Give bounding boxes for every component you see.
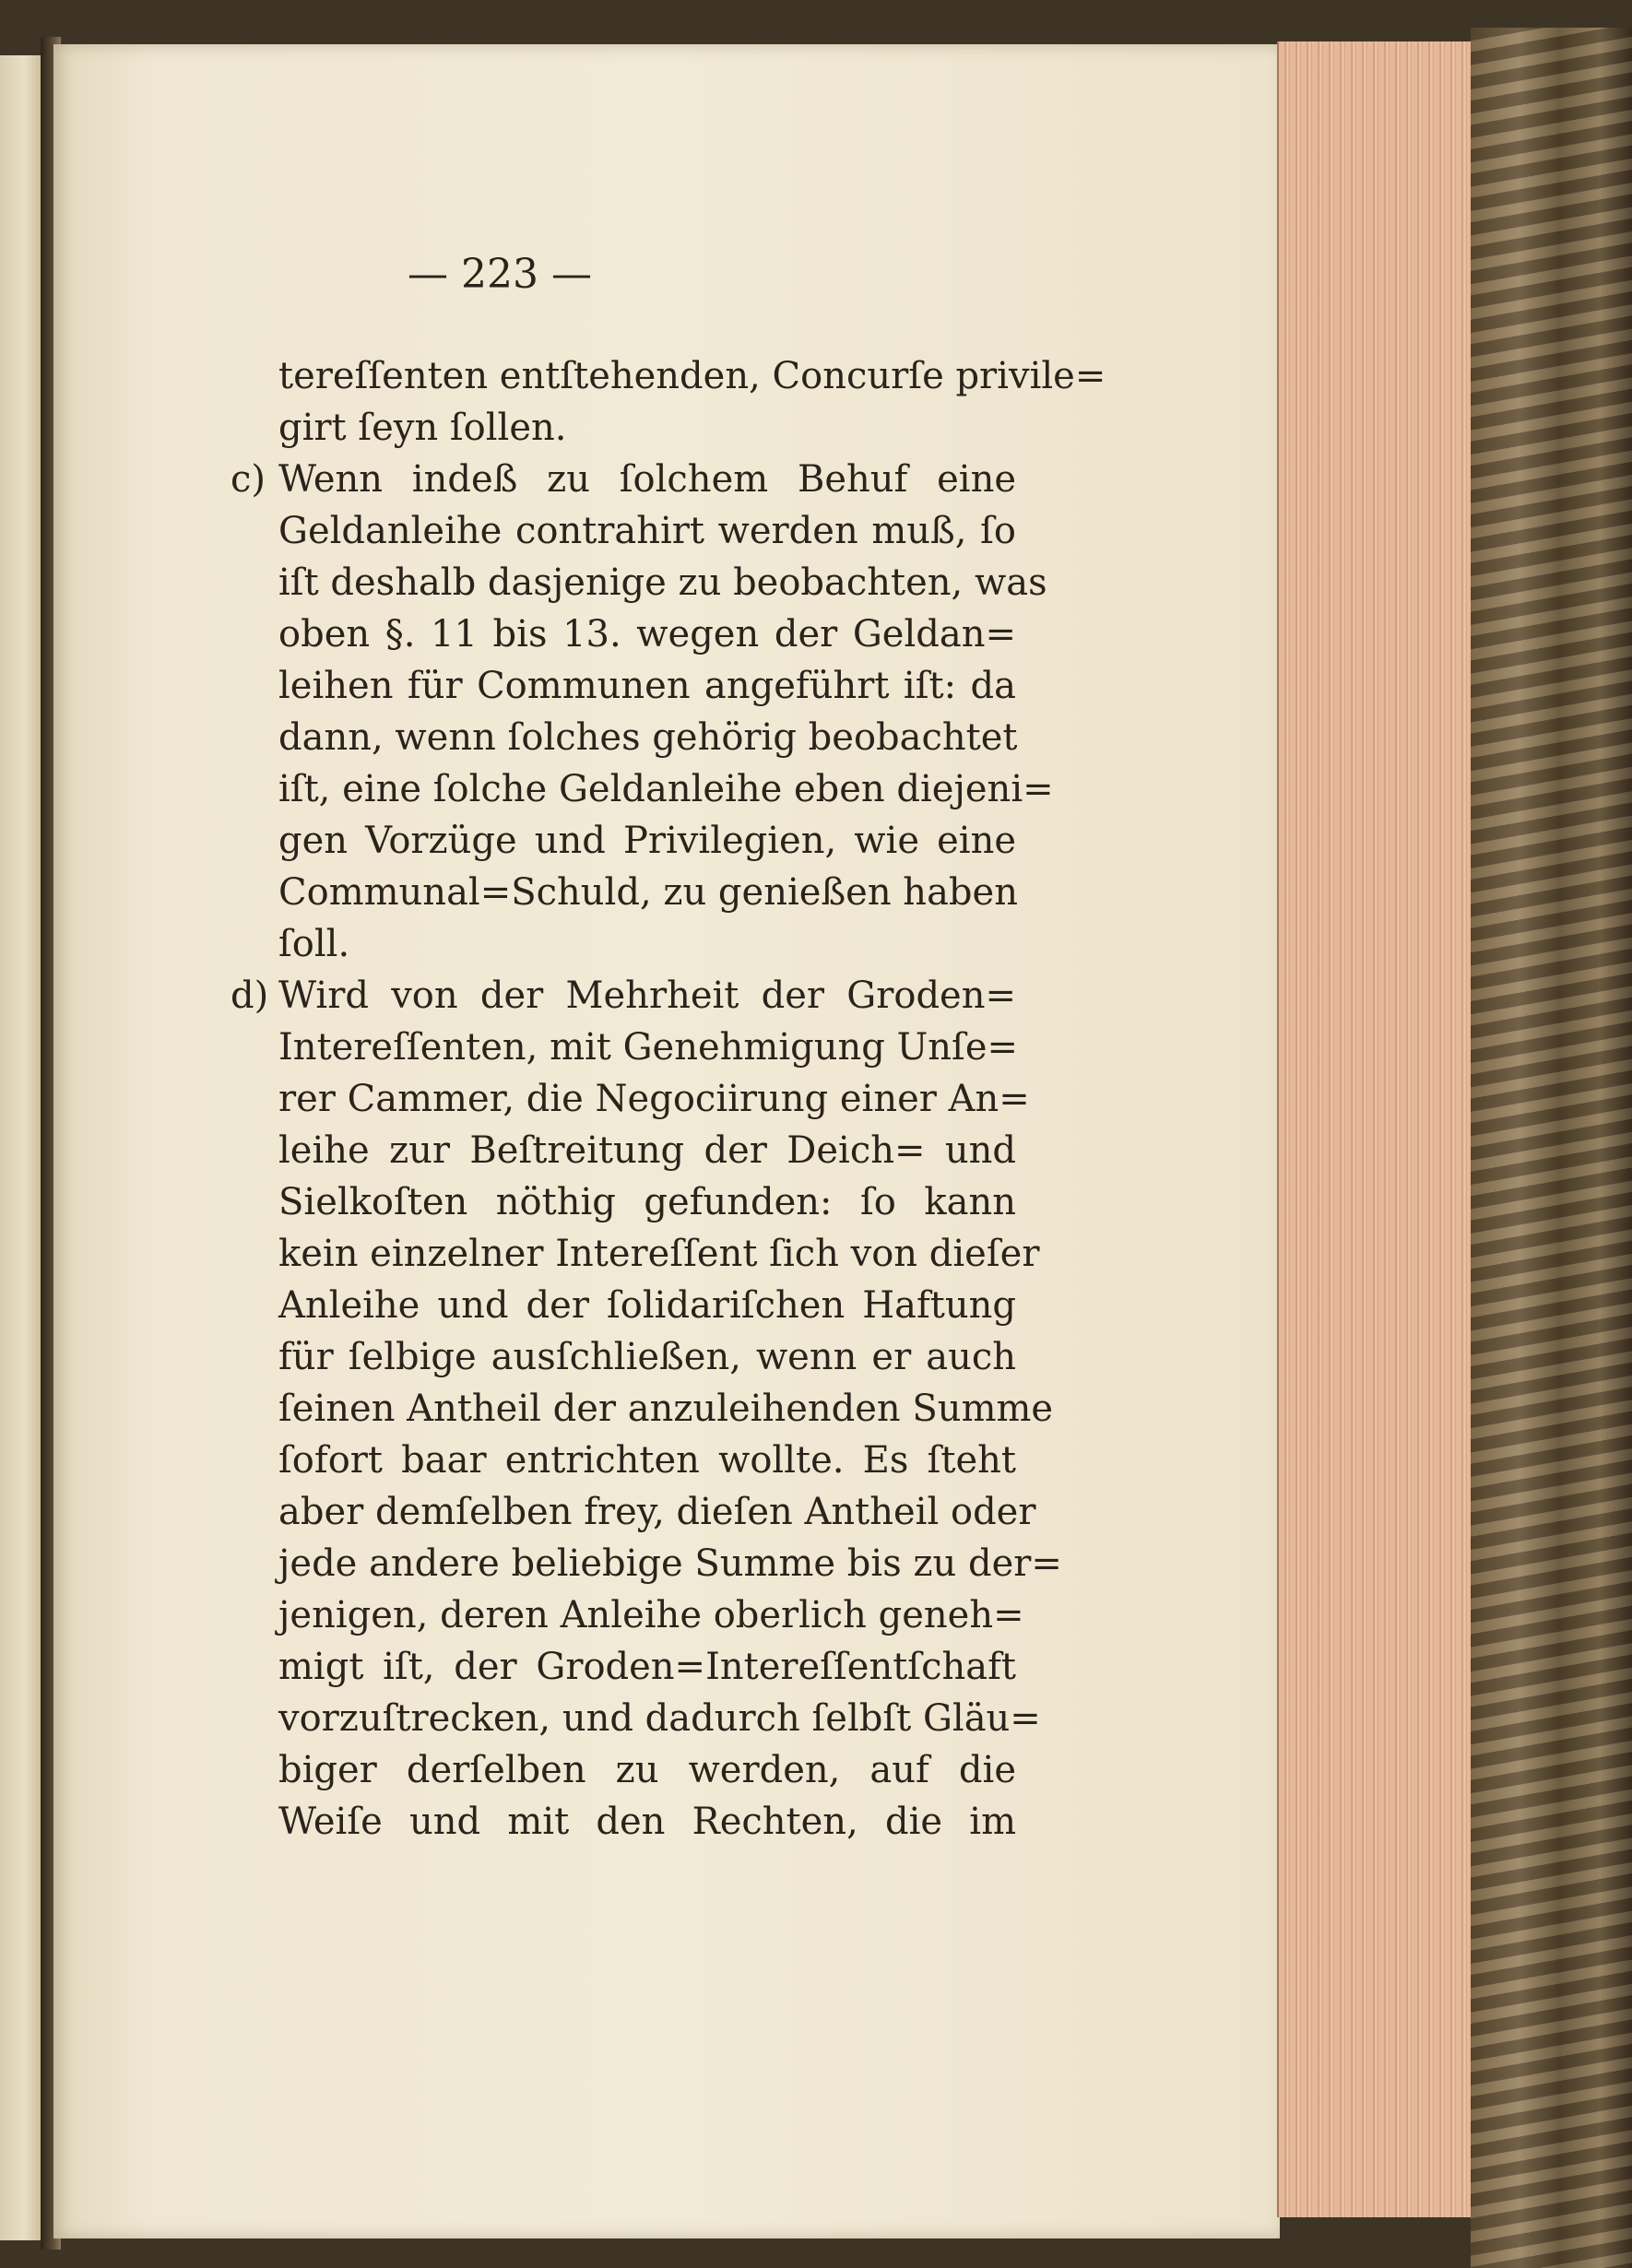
- page-number: — 223 —: [408, 251, 592, 298]
- text-line: jenigen, deren Anleihe oberlich geneh=: [278, 1594, 1024, 1636]
- text-line: vorzuſtrecken, und dadurch ſelbſt Gläu=: [278, 1697, 1041, 1740]
- text-line: aber demſelben frey, dieſen Antheil oder: [278, 1491, 1036, 1533]
- text-line: rer Cammer, die Negociirung einer An=: [278, 1078, 1030, 1120]
- page-fore-edge: [1277, 41, 1472, 2217]
- section-marker-c: c): [231, 458, 266, 501]
- text-line: ſofort baar entrichten wollte. Es ſteht: [278, 1439, 1016, 1482]
- text-line: iſt deshalb dasjenige zu beobachten, was: [278, 561, 1047, 604]
- text-line: ſeinen Antheil der anzuleihenden Summe: [278, 1388, 1054, 1430]
- text-line: Communal=Schuld, zu genießen haben: [278, 871, 1018, 914]
- text-line: leihe zur Beſtreitung der Deich= und: [278, 1129, 1016, 1172]
- marbled-cover: [1471, 28, 1632, 2268]
- text-line: iſt, eine ſolche Geldanleihe eben diejeni=: [278, 768, 1054, 810]
- text-line: migt iſt, der Groden=Intereſſentſchaft: [278, 1646, 1016, 1688]
- text-line: gen Vorzüge und Privilegien, wie eine: [278, 820, 1016, 862]
- text-line: Intereſſenten, mit Genehmigung Unſe=: [278, 1026, 1019, 1069]
- text-line: kein einzelner Intereſſent ſich von dieſer: [278, 1233, 1040, 1275]
- text-line: oben §. 11 bis 13. wegen der Geldan=: [278, 613, 1016, 656]
- left-page-edge: [0, 55, 42, 2240]
- text-line: Geldanleihe contrahirt werden muß, ſo: [278, 510, 1016, 552]
- text-line: girt ſeyn ſollen.: [278, 407, 567, 449]
- text-line: tereſſenten entſtehenden, Concurſe privile=: [278, 355, 1106, 397]
- section-marker-d: d): [231, 975, 269, 1017]
- text-line: leihen für Communen angeführt iſt: da: [278, 665, 1016, 707]
- text-line: Anleihe und der ſolidariſchen Haftung: [278, 1284, 1016, 1327]
- text-line: Wenn indeß zu ſolchem Behuf eine: [278, 458, 1016, 501]
- text-line: für ſelbige ausſchließen, wenn er auch: [278, 1336, 1016, 1378]
- text-line: Sielkoſten nöthig gefunden: ſo kann: [278, 1181, 1016, 1223]
- text-line: dann, wenn ſolches gehörig beobachtet: [278, 716, 1018, 759]
- text-line: biger derſelben zu werden, auf die: [278, 1749, 1016, 1791]
- text-line: Wird von der Mehrheit der Groden=: [278, 975, 1016, 1017]
- text-line: Weiſe und mit den Rechten, die im: [278, 1801, 1016, 1843]
- text-line: ſoll.: [278, 923, 350, 965]
- text-line: jede andere beliebige Summe bis zu der=: [278, 1542, 1062, 1585]
